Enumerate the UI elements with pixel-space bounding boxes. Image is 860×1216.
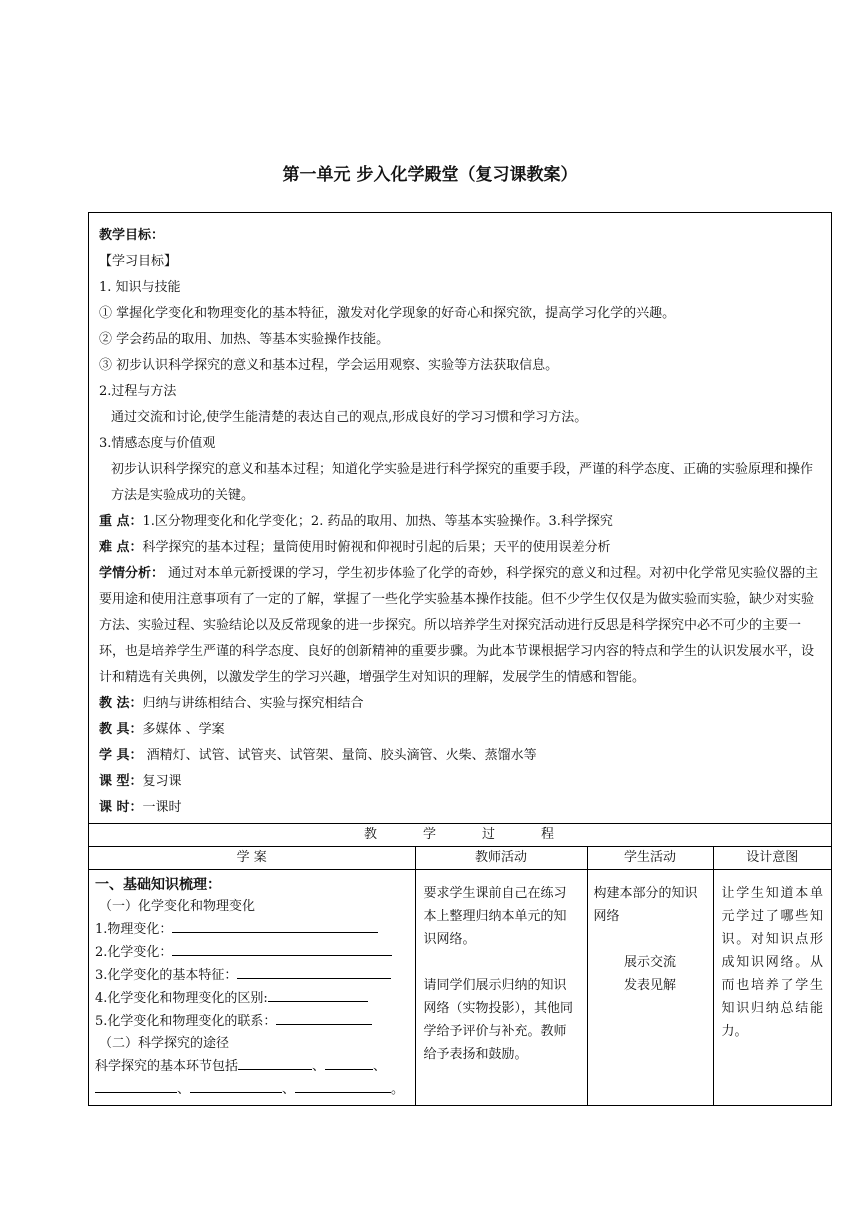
fill-item-3 bbox=[95, 964, 409, 987]
header-design-intent: 设计意图 bbox=[713, 847, 831, 870]
method-label: 教 法： bbox=[99, 696, 143, 711]
process-table bbox=[89, 847, 831, 1105]
answer-blank[interactable] bbox=[238, 1055, 312, 1070]
study-plan-cell bbox=[89, 870, 415, 1106]
method-value: 归纳与讲练相结合、实验与探究相结合 bbox=[142, 696, 364, 711]
lesson-time-row bbox=[99, 795, 821, 821]
knowledge-title: 1. 知识与技能 bbox=[99, 280, 181, 295]
header-student-activity: 学生活动 bbox=[587, 847, 713, 870]
process-char: 程 bbox=[541, 827, 557, 842]
fill-label: 3.化学变化的基本特征： bbox=[95, 968, 238, 983]
answer-blank[interactable] bbox=[276, 1010, 372, 1025]
keypoint-label: 重 点： bbox=[99, 514, 143, 529]
knowledge-item-3: ③ 初步认识科学探究的意义和基本过程，学会运用观察、实验等方法获取信息。 bbox=[99, 358, 559, 373]
process-method-text: 通过交流和讨论,使学生能清楚的表达自己的观点,形成良好的学习习惯和学习方法。 bbox=[111, 410, 588, 425]
comma: 、 bbox=[373, 1059, 387, 1074]
difficulty-label: 难 点： bbox=[99, 540, 143, 555]
fill-item-5 bbox=[95, 1010, 409, 1033]
analysis-value: 通过对本单元新授课的学习，学生初步体验了化学的奇妙，科学探究的意义和过程。对初中化学常见实验仪器的主要用途和使用注意事项有了一定的了解，掌握了一些化学实验基本操作技能。但不少学生仅仅是为做实验而实验，缺少对实验方法、实验过程、实验结论以及反常现象的进一步探究。所以培养学生对探究活动进行反思是科学探究中必不可少的主要一环，也是培养学生严谨的科学态度、良好的创新精神的重要步骤。为此本节课根据学习内容的特点和学生的认识发展水平，设计和精选有关典例，以激发学生的学习兴趣，增强学生对知识的理解，发展学生的情感和智能。 bbox=[99, 566, 819, 685]
answer-blank[interactable] bbox=[237, 964, 391, 979]
answer-blank[interactable] bbox=[190, 1078, 282, 1093]
difficulty-value: 科学探究的基本过程；量筒使用时俯视和仰视时引起的后果；天平的使用误差分析 bbox=[142, 540, 611, 555]
fill-item-1 bbox=[95, 918, 409, 941]
knowledge-item-1: ① 掌握化学变化和物理变化的基本特征，激发对化学现象的好奇心和探究欲，提高学习化学的兴趣。 bbox=[99, 306, 676, 321]
learning-goals-label: 【学习目标】 bbox=[99, 254, 178, 269]
teacher-activity-2: 请同学们展示归纳的知识网络（实物投影），其他同学给予评价与补充。教师给予表扬和鼓励。 bbox=[423, 978, 574, 1062]
answer-blank[interactable] bbox=[95, 1078, 177, 1093]
comma: 、 bbox=[282, 1082, 296, 1097]
comma: 、 bbox=[312, 1059, 326, 1074]
lesson-time-label: 课 时： bbox=[99, 800, 143, 815]
attitude-text: 初步认识科学探究的意义和基本过程；知道化学实验是进行科学探究的重要手段，严谨的科学态度、正确的实验原理和操作方法是实验成功的关键。 bbox=[111, 462, 814, 503]
comma: 、 bbox=[177, 1082, 191, 1097]
learning-tools-row bbox=[99, 743, 821, 769]
teaching-tools-row bbox=[99, 717, 821, 743]
spacer bbox=[424, 951, 579, 974]
teaching-tools-value: 多媒体 、学案 bbox=[142, 722, 225, 737]
fill-label: 5.化学变化和物理变化的联系： bbox=[95, 1014, 277, 1029]
spacer bbox=[594, 928, 707, 951]
lesson-type-value: 复习课 bbox=[142, 774, 182, 789]
design-intent-cell bbox=[713, 870, 831, 1106]
lesson-plan-box bbox=[88, 212, 832, 1106]
table-row bbox=[89, 870, 831, 1106]
header-study-plan: 学 案 bbox=[89, 847, 415, 870]
answer-blank[interactable] bbox=[295, 1078, 391, 1093]
student-activity-cell bbox=[587, 870, 713, 1106]
teacher-activity-1: 要求学生课前自己在练习本上整理归纳本单元的知识网络。 bbox=[423, 886, 567, 947]
student-activity-1: 构建本部分的知识网络 bbox=[593, 886, 698, 924]
student-activity-2: 展示交流 bbox=[623, 955, 676, 970]
header-teacher-activity: 教师活动 bbox=[415, 847, 587, 870]
fill-label: 4.化学变化和物理变化的区别: bbox=[95, 991, 268, 1006]
fill-item-7 bbox=[95, 1078, 409, 1101]
analysis-label: 学情分析： bbox=[99, 566, 165, 581]
answer-blank[interactable] bbox=[172, 941, 392, 956]
lesson-time-value: 一课时 bbox=[142, 800, 182, 815]
design-intent-text: 让学生知道本单元学过了哪些知识。对知识点形成知识网络。从而也培养了学生知识归纳总结能力。 bbox=[721, 886, 823, 1039]
learning-tools-label: 学 具： bbox=[99, 748, 143, 763]
teaching-tools-label: 教 具： bbox=[99, 722, 143, 737]
table-header-row bbox=[89, 847, 831, 870]
fill-item-2 bbox=[95, 941, 409, 964]
period: 。 bbox=[391, 1082, 405, 1097]
process-char: 教 bbox=[363, 827, 379, 842]
difficulty-row bbox=[99, 535, 821, 561]
process-char: 学 bbox=[422, 827, 438, 842]
learning-tools-value: 酒精灯、试管、试管夹、试管架、量筒、胶头滴管、火柴、蒸馏水等 bbox=[142, 748, 537, 763]
answer-blank[interactable] bbox=[172, 918, 378, 933]
fill-label: 科学探究的基本环节包括 bbox=[95, 1059, 239, 1074]
process-heading bbox=[89, 824, 831, 847]
fill-label: 1.物理变化： bbox=[95, 922, 173, 937]
fill-item-6 bbox=[95, 1055, 409, 1078]
subsection-1: （一）化学变化和物理变化 bbox=[99, 899, 256, 914]
attitude-title: 3.情感态度与价值观 bbox=[99, 436, 216, 451]
process-method-title: 2.过程与方法 bbox=[99, 384, 177, 399]
subsection-2: （二）科学探究的途径 bbox=[99, 1036, 230, 1051]
method-row bbox=[99, 691, 821, 717]
objectives-heading: 教学目标： bbox=[99, 228, 165, 243]
keypoint-row bbox=[99, 509, 821, 535]
lesson-type-row bbox=[99, 769, 821, 795]
process-char: 过 bbox=[482, 827, 498, 842]
teacher-activity-cell bbox=[415, 870, 587, 1106]
student-activity-3: 发表见解 bbox=[623, 978, 676, 993]
page-title: 第一单元 步入化学殿堂（复习课教案） bbox=[282, 165, 578, 185]
answer-blank[interactable] bbox=[268, 987, 368, 1002]
section-heading: 一、基础知识梳理： bbox=[95, 877, 221, 893]
fill-item-4 bbox=[95, 987, 409, 1010]
fill-label: 2.化学变化： bbox=[95, 945, 173, 960]
objectives-section bbox=[89, 213, 831, 824]
answer-blank[interactable] bbox=[325, 1055, 373, 1070]
lesson-type-label: 课 型： bbox=[99, 774, 143, 789]
analysis-row bbox=[99, 561, 821, 691]
knowledge-item-2: ② 学会药品的取用、加热、等基本实验操作技能。 bbox=[99, 332, 390, 347]
keypoint-value: 1.区分物理变化和化学变化；2. 药品的取用、加热、等基本实验操作。3.科学探究 bbox=[142, 514, 613, 529]
